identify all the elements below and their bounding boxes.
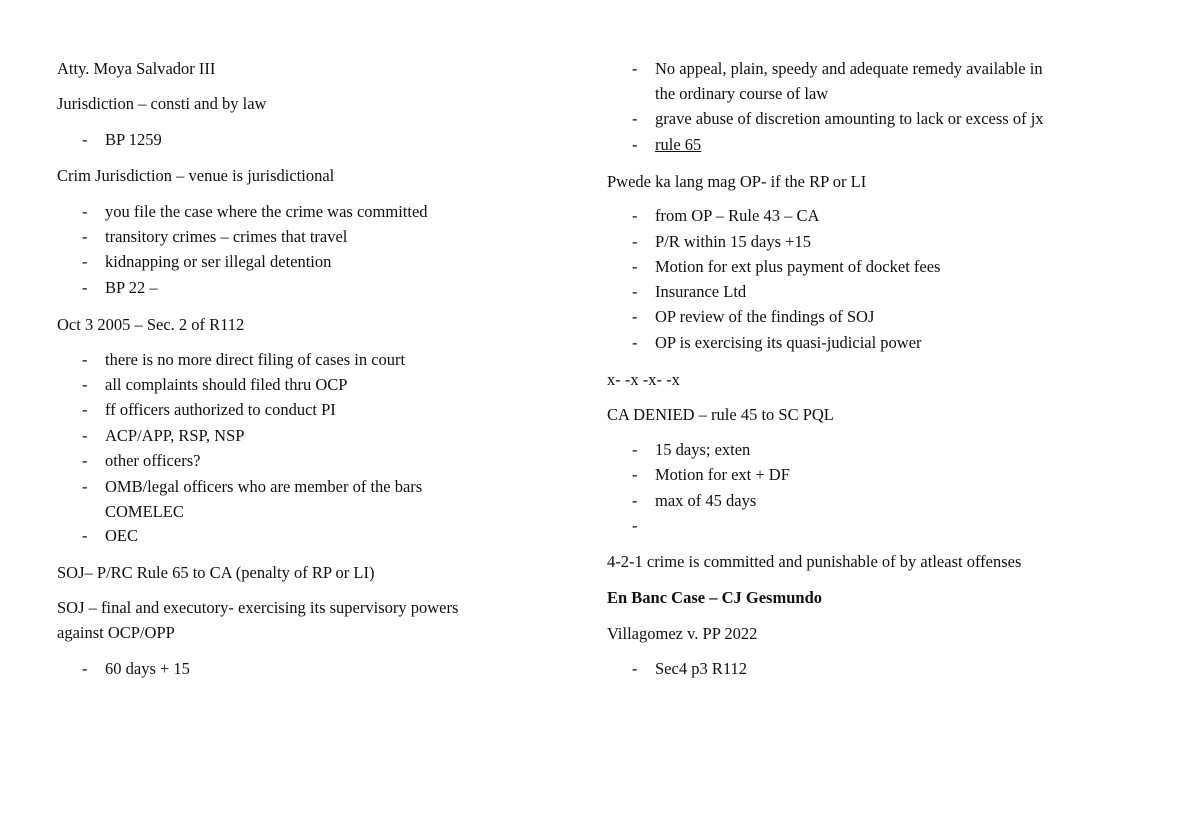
list-item: other officers? <box>105 451 201 470</box>
bullet-dash: - <box>632 333 638 352</box>
bullet-dash: - <box>82 278 88 297</box>
list-item-underlined: rule 65 <box>655 135 702 154</box>
list-item: there is no more direct filing of cases in court <box>105 350 406 369</box>
soj-line-2-continuation: against OCP/OPP <box>57 623 175 642</box>
bullet-dash: - <box>82 477 88 496</box>
bullet-dash: - <box>632 659 638 678</box>
bullet-dash: - <box>632 206 638 225</box>
list-item: 60 days + 15 <box>105 659 190 678</box>
list-item: BP 1259 <box>105 130 162 149</box>
bullet-dash: - <box>82 130 88 149</box>
bullet-dash: - <box>632 440 638 459</box>
bullet-dash: - <box>82 451 88 470</box>
oct-heading: Oct 3 2005 – Sec. 2 of R112 <box>57 315 245 334</box>
bullet-dash: - <box>632 307 638 326</box>
list-item: Sec4 p3 R112 <box>655 659 747 678</box>
bullet-dash: - <box>82 375 88 394</box>
list-item: OEC <box>105 526 138 545</box>
bullet-dash: - <box>632 135 638 154</box>
list-item: grave abuse of discretion amounting to lack or excess of jx <box>655 109 1044 128</box>
list-item: OP review of the findings of SOJ <box>655 307 875 326</box>
bullet-dash: - <box>632 282 638 301</box>
list-item: Motion for ext plus payment of docket fees <box>655 257 941 276</box>
pwede-heading: Pwede ka lang mag OP- if the RP or LI <box>607 172 867 191</box>
list-item: Motion for ext + DF <box>655 465 790 484</box>
list-item: P/R within 15 days +15 <box>655 232 811 251</box>
list-item: OMB/legal officers who are member of the bars <box>105 477 423 496</box>
list-item: all complaints should filed thru OCP <box>105 375 348 394</box>
bullet-dash: - <box>632 491 638 510</box>
list-item: OP is exercising its quasi-judicial power <box>655 333 922 352</box>
bullet-dash: - <box>82 227 88 246</box>
bullet-dash: - <box>632 232 638 251</box>
en-banc-heading: En Banc Case – CJ Gesmundo <box>607 588 822 607</box>
list-item-continuation: COMELEC <box>105 502 184 521</box>
bullet-dash: - <box>82 350 88 369</box>
list-item: kidnapping or ser illegal detention <box>105 252 332 271</box>
bullet-dash: - <box>632 59 638 78</box>
bullet-dash: - <box>632 465 638 484</box>
list-item: Insurance Ltd <box>655 282 747 301</box>
list-item: ACP/APP, RSP, NSP <box>105 426 245 445</box>
list-item: ff officers authorized to conduct PI <box>105 400 336 419</box>
list-item: you file the case where the crime was committed <box>105 202 428 221</box>
section-separator: x- -x -x- -x <box>607 370 680 389</box>
bullet-dash: - <box>632 109 638 128</box>
bullet-dash: - <box>632 257 638 276</box>
crime-line: 4-2-1 crime is committed and punishable of by atleast offenses <box>607 552 1022 571</box>
list-item: from OP – Rule 43 – CA <box>655 206 820 225</box>
jurisdiction-heading: Jurisdiction – consti and by law <box>57 94 267 113</box>
bullet-dash: - <box>82 659 88 678</box>
ca-heading: CA DENIED – rule 45 to SC PQL <box>607 405 834 424</box>
author-line: Atty. Moya Salvador III <box>57 59 216 78</box>
list-item: BP 22 – <box>105 278 158 297</box>
list-item: No appeal, plain, speedy and adequate remedy available in <box>655 59 1043 78</box>
soj-line-2: SOJ – final and executory- exercising its supervisory powers <box>57 598 459 617</box>
villagomez-heading: Villagomez v. PP 2022 <box>607 624 758 643</box>
list-item: 15 days; exten <box>655 440 751 459</box>
list-item: transitory crimes – crimes that travel <box>105 227 348 246</box>
bullet-dash: - <box>82 202 88 221</box>
list-item: max of 45 days <box>655 491 757 510</box>
soj-line-1: SOJ– P/RC Rule 65 to CA (penalty of RP or LI) <box>57 563 375 582</box>
bullet-dash: - <box>82 252 88 271</box>
bullet-dash: - <box>82 400 88 419</box>
crim-jurisdiction-heading: Crim Jurisdiction – venue is jurisdictional <box>57 166 335 185</box>
list-item-continuation: the ordinary course of law <box>655 84 829 103</box>
bullet-dash: - <box>632 516 638 535</box>
bullet-dash: - <box>82 426 88 445</box>
bullet-dash: - <box>82 526 88 545</box>
